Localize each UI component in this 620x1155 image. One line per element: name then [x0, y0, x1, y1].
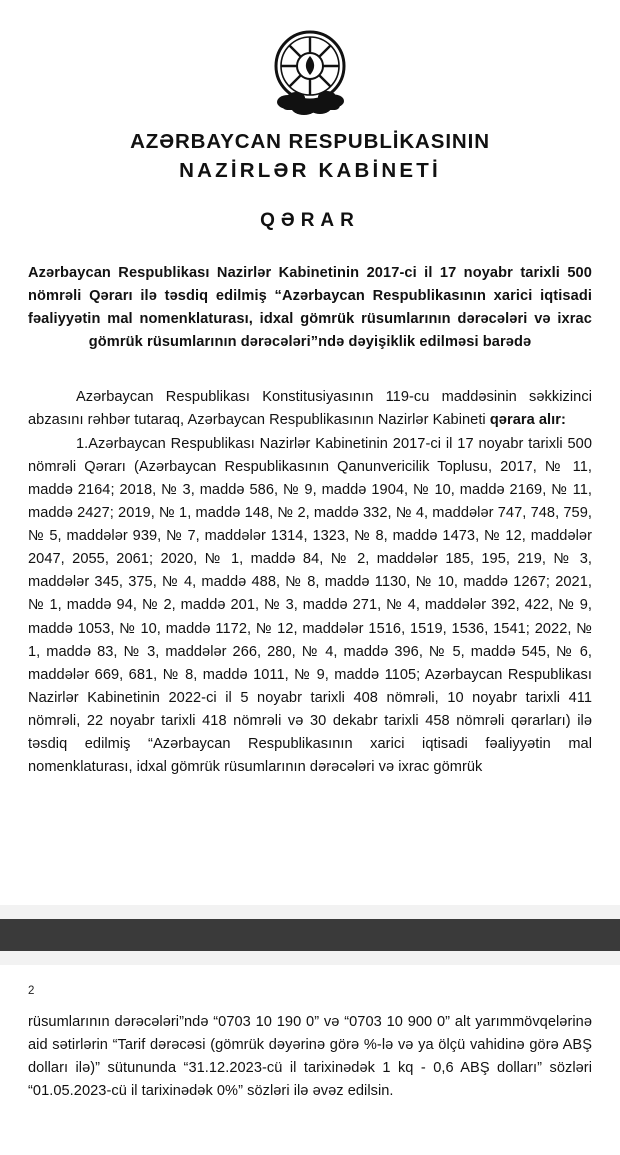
page-separator-dark: [0, 919, 620, 951]
title-line-2: NAZİRLƏR KABİNETİ: [179, 159, 441, 183]
document-type-heading: QƏRAR: [260, 210, 360, 232]
document-page-2: [0, 965, 620, 1155]
title-line-1: AZƏRBAYCAN RESPUBLİKASININ: [130, 130, 490, 153]
emblem-container: [28, 0, 592, 122]
paragraph-intro-text: Azərbaycan Respublikası Konstitusiyasının 119-cu maddəsinin səkkizinci abzasını rəhbər tutaraq, Azərbaycan Respublikasının Nazirlər Kabineti: [28, 389, 592, 429]
document-title: [28, 128, 592, 184]
paragraph-clause-1-continued: rüsumlarının dərəcələri”ndə “0703 10 190 0” və “0703 10 900 0” alt yarımmövqelərinə aid sətirlərin “Tarif dərəcəsi (gömrük dəyərinə görə %-lə və ya ölçü vahidinə görə ABŞ dolları ilə)” sütununda “31.12.2023-cü il tarixinədək 1 kq - 0,6 ABŞ dolları” sözləri “01.05.2023-cü il tarixinədək 0%” sözləri ilə əvəz edilsin.: [28, 1014, 592, 1100]
azerbaijan-state-emblem-icon: [258, 14, 362, 118]
paragraph-clause-1: 1.Azərbaycan Respublikası Nazirlər Kabinetinin 2017-ci il 17 noyabr tarixli 500 nömrəli Qərarı (Azərbaycan Respublikasının Qanunvericilik Toplusu, 2017, № 11, maddə 2164; 2018, № 3, maddə 586, № 9, maddə 1904, № 10, maddə 2169, № 11, maddə 2427; 2019, № 1, maddə 148, № 2, maddə 332, № 4, maddələr 747, 748, 759, № 5, maddələr 939, № 7, maddələr 1314, 1323, № 8, maddə 1473, № 12, maddələr 2047, 2055, 2061; 2020, № 1, maddə 84, № 2, maddələr 185, 195, 219, № 3, maddələr 345, 375, № 4, maddə 488, № 8, maddə 1130, № 10, maddə 1267; 2021, № 1, maddə 94, № 2, maddə 201, № 3, maddə 271, № 4, maddələr 392, 422, № 9, maddə 1053, № 10, maddə 1172, № 12, maddələr 1516, 1519, 1536, 1541; 2022, № 1, maddə 83, № 3, maddələr 266, 280, № 4, maddə 396, № 5, maddə 545, № 6, maddələr 669, 681, № 8, maddə 1011, № 9, maddə 1105; Azərbaycan Respublikası Nazirlər Kabinetinin 2022-ci il 5 noyabr tarixli 408 nömrəli, 10 noyabr tarixli 411 nömrəli, 22 noyabr tarixli 418 nömrəli və 30 dekabr tarixli 458 nömrəli qərarları) ilə təsdiq edilmiş “Azərbaycan Respublikasının xarici iqtisadi fəaliyyətin mal nomenklaturası, idxal gömrük rüsumlarının dərəcələri və ixrac gömrük: [28, 435, 592, 776]
document-body-page-1: [28, 386, 592, 779]
page-number: 2: [28, 985, 35, 997]
paragraph-intro: [28, 386, 592, 432]
page-separator-top: [0, 905, 620, 919]
paragraph-intro-bold: qərara alır:: [489, 412, 566, 429]
page-separator-bottom: [0, 951, 620, 965]
document-body-page-2: [28, 1011, 592, 1104]
document-subject: Azərbaycan Respublikası Nazirlər Kabinetinin 2017-ci il 17 noyabr tarixli 500 nömrəli Qərarı ilə təsdiq edilmiş “Azərbaycan Respublikasının xarici iqtisadi fəaliyyətin mal nomenklaturası, idxal gömrük rüsumlarının dərəcələri və ixrac gömrük rüsumlarının dərəcələri”ndə dəyişiklik edilməsi barədə: [28, 265, 592, 351]
